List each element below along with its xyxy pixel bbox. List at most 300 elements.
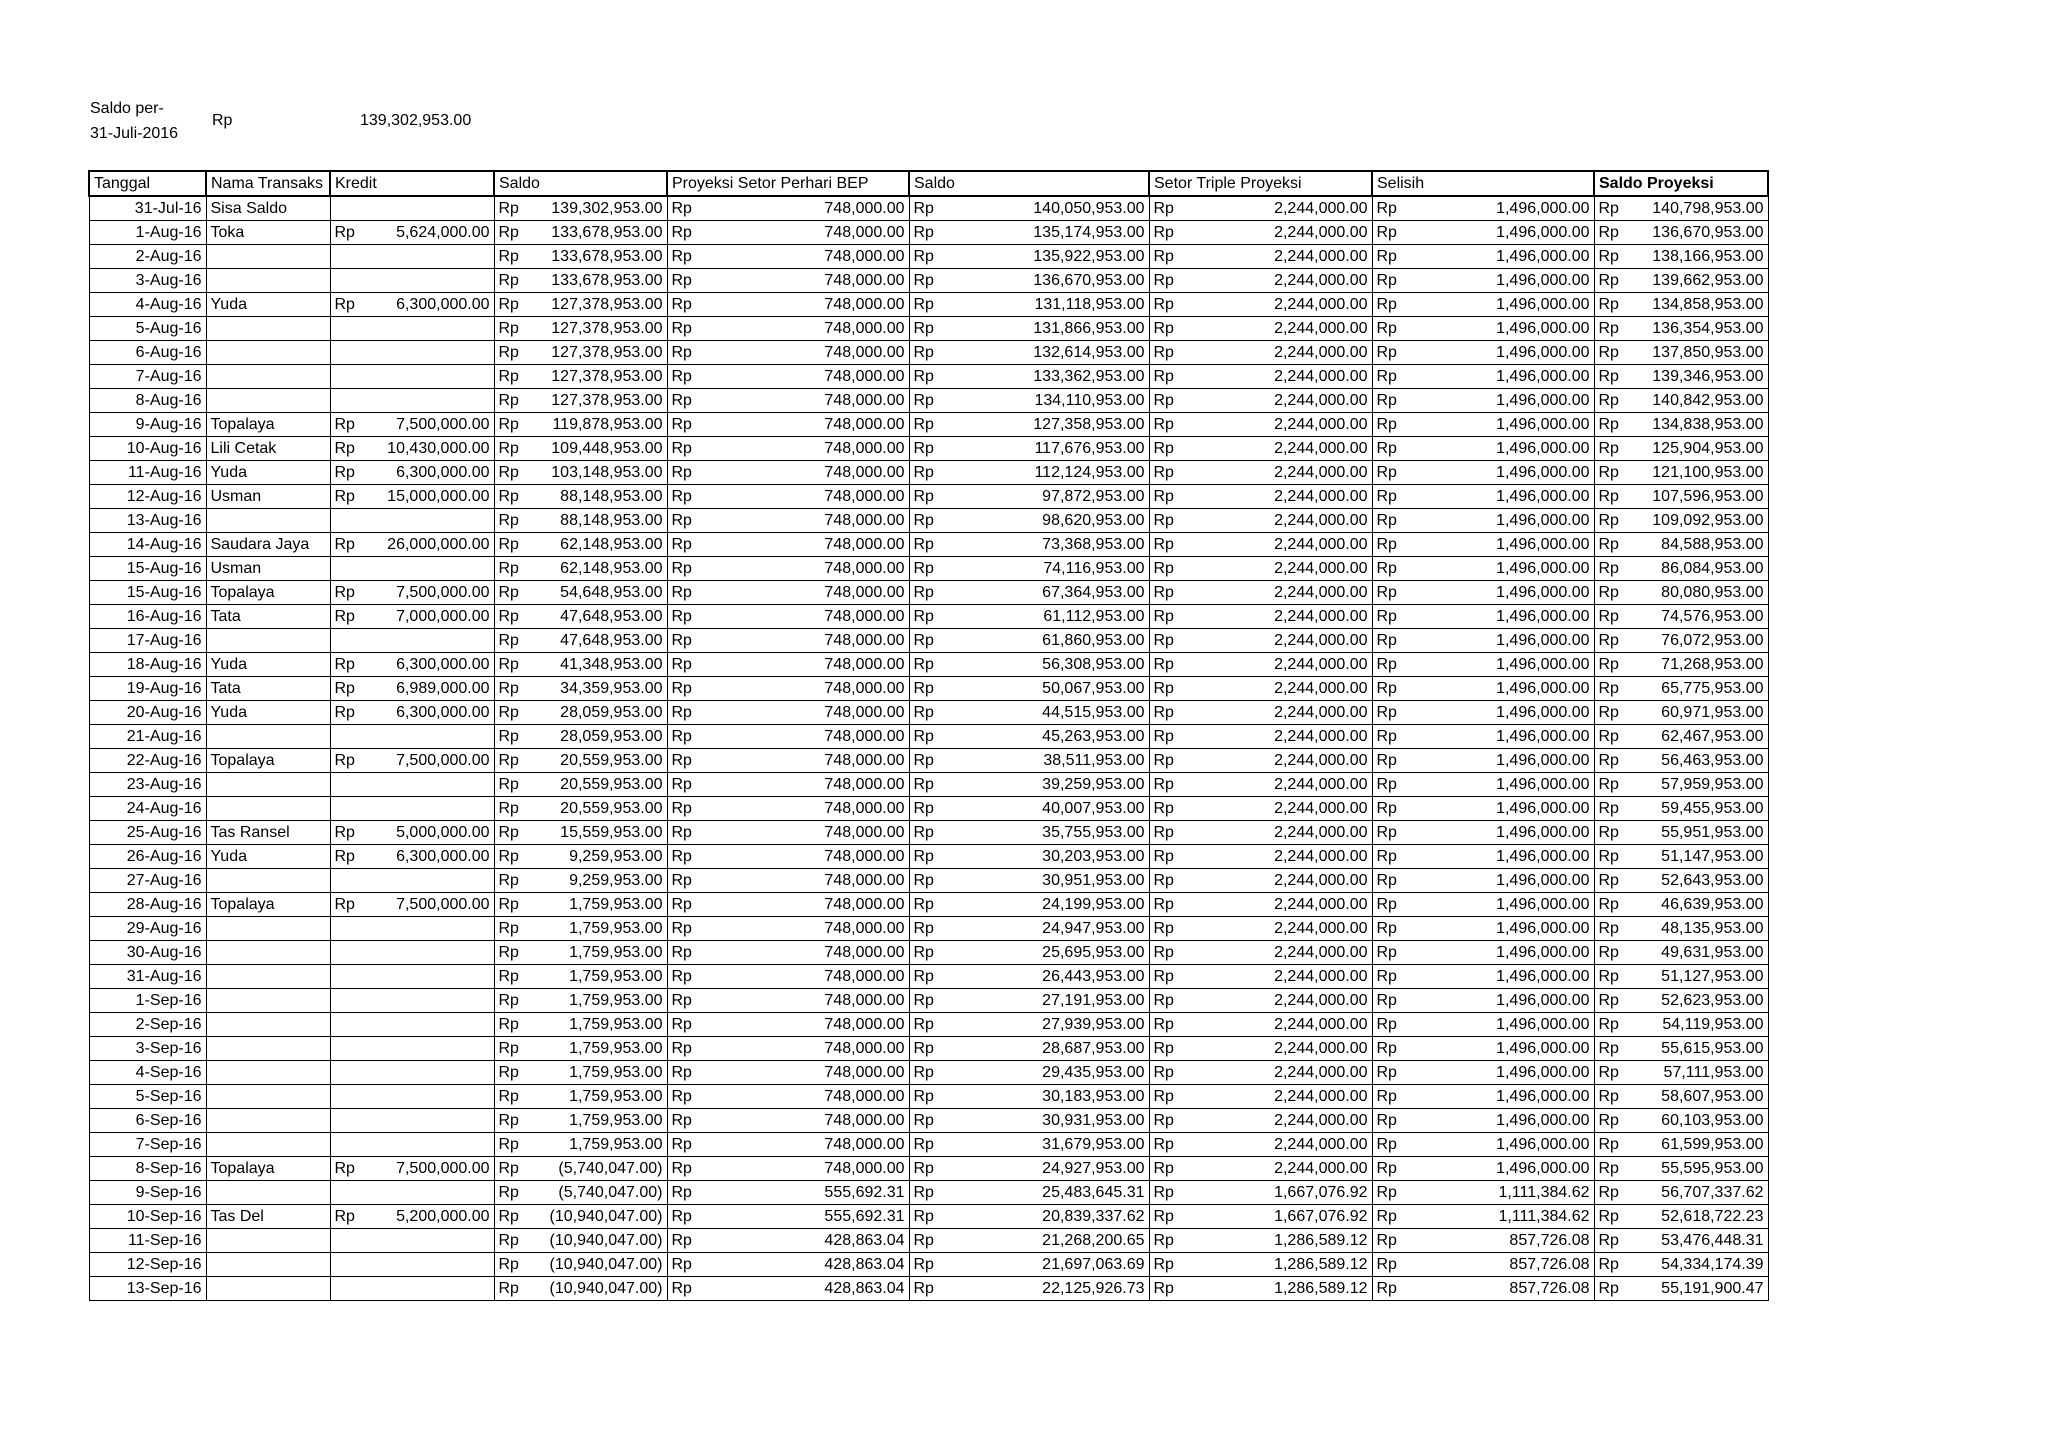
currency-label: Rp xyxy=(498,776,519,793)
currency-label: Rp xyxy=(498,224,519,241)
currency-label: Rp xyxy=(1376,224,1397,241)
cell-kredit xyxy=(330,749,494,773)
cell-selisih-amount: 1,496,000.00 xyxy=(1496,584,1590,601)
currency-label: Rp xyxy=(1598,1160,1619,1177)
cell-saldo-2 xyxy=(909,725,1149,749)
cell-triple xyxy=(1149,533,1372,557)
cell-selisih-amount: 1,496,000.00 xyxy=(1496,728,1590,745)
cell-transaction-name: Yuda xyxy=(206,293,330,317)
cell-triple xyxy=(1149,1253,1372,1277)
cell-selisih-amount: 1,496,000.00 xyxy=(1496,1064,1590,1081)
table-row xyxy=(89,389,1768,413)
cell-saldo-2-amount: 61,112,953.00 xyxy=(1043,608,1145,625)
cell-kredit xyxy=(330,869,494,893)
cell-bep xyxy=(667,365,909,389)
cell-saldo-2-amount: 73,368,953.00 xyxy=(1042,536,1145,553)
cell-saldo xyxy=(494,821,667,845)
cell-saldo-proyeksi xyxy=(1594,965,1768,989)
cell-transaction-name xyxy=(206,629,330,653)
cell-bep xyxy=(667,1181,909,1205)
cell-saldo-proyeksi xyxy=(1594,1085,1768,1109)
currency-label: Rp xyxy=(671,1256,692,1273)
cell-transaction-name xyxy=(206,989,330,1013)
cell-triple-amount: 2,244,000.00 xyxy=(1274,1064,1368,1081)
table-header-row xyxy=(89,171,1768,196)
cell-saldo-amount: 88,148,953.00 xyxy=(560,488,663,505)
cell-bep xyxy=(667,317,909,341)
table-row xyxy=(89,221,1768,245)
cell-kredit xyxy=(330,1109,494,1133)
cell-saldo-2 xyxy=(909,413,1149,437)
cell-saldo-proyeksi xyxy=(1594,749,1768,773)
currency-label: Rp xyxy=(1376,1136,1397,1153)
currency-label: Rp xyxy=(498,656,519,673)
cell-date: 6-Aug-16 xyxy=(89,341,206,365)
cell-saldo-amount: 9,259,953.00 xyxy=(569,848,663,865)
cell-saldo-proyeksi xyxy=(1594,701,1768,725)
currency-label: Rp xyxy=(498,200,519,217)
currency-label: Rp xyxy=(1598,344,1619,361)
cell-selisih-amount: 1,496,000.00 xyxy=(1496,680,1590,697)
table-row xyxy=(89,245,1768,269)
currency-label: Rp xyxy=(671,704,692,721)
currency-label: Rp xyxy=(671,752,692,769)
cell-triple xyxy=(1149,581,1372,605)
cell-saldo-2-amount: 31,679,953.00 xyxy=(1042,1136,1145,1153)
cell-selisih xyxy=(1372,1253,1594,1277)
currency-label: Rp xyxy=(913,824,934,841)
currency-label: Rp xyxy=(1598,1136,1619,1153)
cell-kredit-amount: 7,500,000.00 xyxy=(396,1160,490,1177)
currency-label: Rp xyxy=(913,1016,934,1033)
cell-saldo-proyeksi xyxy=(1594,725,1768,749)
currency-label: Rp xyxy=(913,488,934,505)
currency-label: Rp xyxy=(1376,464,1397,481)
currency-label: Rp xyxy=(498,1160,519,1177)
cell-kredit xyxy=(330,389,494,413)
currency-label: Rp xyxy=(1598,584,1619,601)
cell-saldo-2 xyxy=(909,245,1149,269)
currency-label: Rp xyxy=(334,824,355,841)
cell-saldo-amount: 88,148,953.00 xyxy=(560,512,663,529)
cell-triple xyxy=(1149,413,1372,437)
cell-selisih xyxy=(1372,1085,1594,1109)
currency-label: Rp xyxy=(913,776,934,793)
currency-label: Rp xyxy=(913,200,934,217)
cell-bep-amount: 555,692.31 xyxy=(824,1184,905,1201)
cell-saldo-proyeksi xyxy=(1594,941,1768,965)
col-header-bep: Proyeksi Setor Perhari BEP xyxy=(667,171,909,196)
cell-bep xyxy=(667,677,909,701)
table-row xyxy=(89,1085,1768,1109)
currency-label: Rp xyxy=(913,920,934,937)
cell-date: 7-Sep-16 xyxy=(89,1133,206,1157)
cell-saldo-proyeksi xyxy=(1594,1109,1768,1133)
cell-saldo-2-amount: 21,268,200.65 xyxy=(1042,1232,1145,1249)
currency-label: Rp xyxy=(671,200,692,217)
cell-date: 18-Aug-16 xyxy=(89,653,206,677)
currency-label: Rp xyxy=(671,896,692,913)
cell-triple-amount: 2,244,000.00 xyxy=(1274,200,1368,217)
cell-kredit-amount: 10,430,000.00 xyxy=(387,440,490,457)
cell-saldo-proyeksi-amount: 54,119,953.00 xyxy=(1662,1016,1764,1033)
currency-label: Rp xyxy=(498,1064,519,1081)
currency-label: Rp xyxy=(1153,1184,1174,1201)
currency-label: Rp xyxy=(913,1136,934,1153)
cell-saldo-2-amount: 21,697,063.69 xyxy=(1042,1256,1145,1273)
currency-label: Rp xyxy=(1376,368,1397,385)
currency-label: Rp xyxy=(671,440,692,457)
currency-label: Rp xyxy=(498,728,519,745)
cell-transaction-name: Topalaya xyxy=(206,893,330,917)
cell-saldo-2-amount: 61,860,953.00 xyxy=(1042,632,1145,649)
currency-label: Rp xyxy=(1376,344,1397,361)
currency-label: Rp xyxy=(1598,248,1619,265)
cell-bep xyxy=(667,557,909,581)
cell-saldo-proyeksi-amount: 125,904,953.00 xyxy=(1652,440,1764,457)
cell-saldo xyxy=(494,461,667,485)
currency-label: Rp xyxy=(1153,1064,1174,1081)
cell-bep xyxy=(667,221,909,245)
cell-saldo-amount: 34,359,953.00 xyxy=(560,680,663,697)
currency-label: Rp xyxy=(498,560,519,577)
cell-transaction-name: Tata xyxy=(206,605,330,629)
table-row xyxy=(89,557,1768,581)
cell-triple xyxy=(1149,989,1372,1013)
cell-saldo-proyeksi-amount: 54,334,174.39 xyxy=(1661,1256,1764,1273)
cell-saldo xyxy=(494,965,667,989)
table-row xyxy=(89,1277,1768,1301)
currency-label: Rp xyxy=(1598,464,1619,481)
cell-date: 13-Sep-16 xyxy=(89,1277,206,1301)
cell-selisih-amount: 1,496,000.00 xyxy=(1496,776,1590,793)
currency-label: Rp xyxy=(913,512,934,529)
cell-bep xyxy=(667,653,909,677)
cell-saldo-2 xyxy=(909,1133,1149,1157)
currency-label: Rp xyxy=(498,440,519,457)
currency-label: Rp xyxy=(913,1088,934,1105)
currency-label: Rp xyxy=(1598,632,1619,649)
currency-label: Rp xyxy=(334,752,355,769)
cell-saldo-proyeksi xyxy=(1594,341,1768,365)
cell-selisih-amount: 1,111,384.62 xyxy=(1498,1208,1590,1225)
cell-triple-amount: 1,286,589.12 xyxy=(1274,1280,1368,1297)
cell-kredit-amount: 6,300,000.00 xyxy=(396,296,490,313)
cell-date: 8-Sep-16 xyxy=(89,1157,206,1181)
cell-triple-amount: 2,244,000.00 xyxy=(1274,992,1368,1009)
cell-bep-amount: 748,000.00 xyxy=(824,344,905,361)
cell-kredit xyxy=(330,413,494,437)
cell-saldo-amount: 62,148,953.00 xyxy=(560,560,663,577)
cell-triple-amount: 2,244,000.00 xyxy=(1274,920,1368,937)
cell-saldo-proyeksi-amount: 55,951,953.00 xyxy=(1661,824,1764,841)
cell-date: 2-Sep-16 xyxy=(89,1013,206,1037)
currency-label: Rp xyxy=(498,1112,519,1129)
currency-label: Rp xyxy=(1598,752,1619,769)
cell-kredit xyxy=(330,965,494,989)
cell-triple xyxy=(1149,1013,1372,1037)
cell-saldo xyxy=(494,1037,667,1061)
cell-saldo xyxy=(494,581,667,605)
cell-transaction-name xyxy=(206,773,330,797)
cell-triple-amount: 1,667,076.92 xyxy=(1274,1208,1368,1225)
currency-label: Rp xyxy=(1153,344,1174,361)
cell-date: 9-Aug-16 xyxy=(89,413,206,437)
cell-date: 10-Aug-16 xyxy=(89,437,206,461)
cell-selisih xyxy=(1372,1229,1594,1253)
currency-label: Rp xyxy=(498,1016,519,1033)
currency-label: Rp xyxy=(671,1280,692,1297)
cell-triple-amount: 2,244,000.00 xyxy=(1274,1112,1368,1129)
cell-selisih xyxy=(1372,677,1594,701)
currency-label: Rp xyxy=(1153,584,1174,601)
cell-triple xyxy=(1149,629,1372,653)
cell-saldo-2-amount: 74,116,953.00 xyxy=(1043,560,1145,577)
currency-label: Rp xyxy=(1376,1256,1397,1273)
currency-label: Rp xyxy=(498,632,519,649)
cell-bep-amount: 748,000.00 xyxy=(824,296,905,313)
currency-label: Rp xyxy=(1153,680,1174,697)
cell-triple xyxy=(1149,461,1372,485)
table-row xyxy=(89,989,1768,1013)
table-row xyxy=(89,701,1768,725)
cell-triple xyxy=(1149,677,1372,701)
cell-saldo xyxy=(494,1253,667,1277)
cell-saldo-2-amount: 97,872,953.00 xyxy=(1042,488,1145,505)
cell-saldo-proyeksi-amount: 52,643,953.00 xyxy=(1661,872,1764,889)
currency-label: Rp xyxy=(913,536,934,553)
currency-label: Rp xyxy=(1598,728,1619,745)
cell-bep xyxy=(667,413,909,437)
cell-date: 11-Aug-16 xyxy=(89,461,206,485)
cell-saldo-2 xyxy=(909,221,1149,245)
currency-label: Rp xyxy=(913,1160,934,1177)
cell-kredit xyxy=(330,629,494,653)
currency-label: Rp xyxy=(1153,464,1174,481)
currency-label: Rp xyxy=(1376,1160,1397,1177)
cell-bep-amount: 748,000.00 xyxy=(824,536,905,553)
cell-saldo-proyeksi-amount: 51,147,953.00 xyxy=(1661,848,1764,865)
currency-label: Rp xyxy=(1376,488,1397,505)
table-row xyxy=(89,965,1768,989)
cell-selisih-amount: 1,496,000.00 xyxy=(1496,320,1590,337)
table-row xyxy=(89,749,1768,773)
cell-kredit-amount: 15,000,000.00 xyxy=(387,488,490,505)
currency-label: Rp xyxy=(498,1232,519,1249)
cell-bep xyxy=(667,293,909,317)
currency-label: Rp xyxy=(913,680,934,697)
currency-label: Rp xyxy=(1153,248,1174,265)
currency-label: Rp xyxy=(1376,800,1397,817)
currency-label: Rp xyxy=(913,800,934,817)
cell-selisih-amount: 1,496,000.00 xyxy=(1496,824,1590,841)
cell-bep xyxy=(667,341,909,365)
cell-saldo-proyeksi xyxy=(1594,509,1768,533)
cell-triple-amount: 2,244,000.00 xyxy=(1274,248,1368,265)
cell-saldo-amount: 119,878,953.00 xyxy=(552,416,663,433)
cell-date: 14-Aug-16 xyxy=(89,533,206,557)
cell-bep xyxy=(667,629,909,653)
cell-transaction-name: Yuda xyxy=(206,845,330,869)
cell-transaction-name xyxy=(206,365,330,389)
cell-kredit xyxy=(330,1229,494,1253)
cell-date: 21-Aug-16 xyxy=(89,725,206,749)
table-row xyxy=(89,413,1768,437)
currency-label: Rp xyxy=(913,464,934,481)
cell-kredit-amount: 7,500,000.00 xyxy=(396,584,490,601)
cell-bep-amount: 748,000.00 xyxy=(824,1064,905,1081)
cell-triple-amount: 2,244,000.00 xyxy=(1274,440,1368,457)
cell-bep xyxy=(667,917,909,941)
cell-kredit-amount: 6,300,000.00 xyxy=(396,464,490,481)
cell-saldo-amount: 54,648,953.00 xyxy=(560,584,663,601)
currency-label: Rp xyxy=(1376,200,1397,217)
cell-kredit xyxy=(330,605,494,629)
table-row xyxy=(89,1109,1768,1133)
currency-label: Rp xyxy=(1598,848,1619,865)
currency-label: Rp xyxy=(1376,1088,1397,1105)
cell-saldo-2-amount: 135,174,953.00 xyxy=(1033,224,1145,241)
cell-triple-amount: 2,244,000.00 xyxy=(1274,560,1368,577)
cell-kredit xyxy=(330,317,494,341)
cell-selisih-amount: 1,496,000.00 xyxy=(1496,1088,1590,1105)
currency-label: Rp xyxy=(334,848,355,865)
cell-saldo-2 xyxy=(909,1085,1149,1109)
cell-saldo-proyeksi-amount: 140,842,953.00 xyxy=(1652,392,1764,409)
cell-saldo-2 xyxy=(909,293,1149,317)
cell-saldo-2 xyxy=(909,341,1149,365)
cell-selisih-amount: 1,496,000.00 xyxy=(1496,992,1590,1009)
cell-saldo-2-amount: 44,515,953.00 xyxy=(1042,704,1145,721)
cell-saldo-2 xyxy=(909,1205,1149,1229)
cell-saldo-2 xyxy=(909,893,1149,917)
cell-saldo-2-amount: 98,620,953.00 xyxy=(1042,512,1145,529)
cell-saldo-2 xyxy=(909,1061,1149,1085)
currency-label: Rp xyxy=(498,920,519,937)
table-row xyxy=(89,845,1768,869)
cell-triple xyxy=(1149,749,1372,773)
cell-saldo xyxy=(494,605,667,629)
cell-triple-amount: 2,244,000.00 xyxy=(1274,536,1368,553)
currency-label: Rp xyxy=(1598,608,1619,625)
currency-label: Rp xyxy=(913,656,934,673)
currency-label: Rp xyxy=(1153,296,1174,313)
cell-saldo-proyeksi xyxy=(1594,1181,1768,1205)
currency-label: Rp xyxy=(913,584,934,601)
table-row xyxy=(89,1157,1768,1181)
cell-saldo-2-amount: 67,364,953.00 xyxy=(1042,584,1145,601)
currency-label: Rp xyxy=(1153,872,1174,889)
table-row xyxy=(89,725,1768,749)
cell-bep-amount: 748,000.00 xyxy=(824,392,905,409)
cell-saldo-proyeksi xyxy=(1594,365,1768,389)
cell-saldo-2 xyxy=(909,389,1149,413)
currency-label: Rp xyxy=(1598,824,1619,841)
col-header-triple: Setor Triple Proyeksi xyxy=(1149,171,1372,196)
currency-label: Rp xyxy=(913,368,934,385)
currency-label: Rp xyxy=(671,392,692,409)
cell-saldo xyxy=(494,269,667,293)
currency-label: Rp xyxy=(1376,992,1397,1009)
cell-bep-amount: 748,000.00 xyxy=(824,632,905,649)
cell-date: 7-Aug-16 xyxy=(89,365,206,389)
cell-saldo-amount: 20,559,953.00 xyxy=(560,752,663,769)
currency-label: Rp xyxy=(334,416,355,433)
cell-triple xyxy=(1149,365,1372,389)
cell-saldo-proyeksi xyxy=(1594,629,1768,653)
cell-saldo-2 xyxy=(909,1037,1149,1061)
currency-label: Rp xyxy=(1598,680,1619,697)
cell-selisih xyxy=(1372,196,1594,221)
cell-saldo-amount: 9,259,953.00 xyxy=(569,872,663,889)
cell-saldo xyxy=(494,869,667,893)
cell-saldo-proyeksi xyxy=(1594,221,1768,245)
cell-transaction-name xyxy=(206,1037,330,1061)
cell-saldo-amount: (5,740,047.00) xyxy=(558,1160,663,1177)
currency-label: Rp xyxy=(334,704,355,721)
currency-label: Rp xyxy=(1598,1256,1619,1273)
currency-label: Rp xyxy=(1153,800,1174,817)
cell-triple xyxy=(1149,1277,1372,1301)
cell-selisih xyxy=(1372,989,1594,1013)
cell-saldo-2 xyxy=(909,1229,1149,1253)
cell-transaction-name: Usman xyxy=(206,557,330,581)
cell-saldo-2 xyxy=(909,196,1149,221)
currency-label: Rp xyxy=(1376,920,1397,937)
table-row xyxy=(89,869,1768,893)
cell-date: 4-Sep-16 xyxy=(89,1061,206,1085)
currency-label: Rp xyxy=(1153,776,1174,793)
currency-label: Rp xyxy=(498,848,519,865)
currency-label: Rp xyxy=(671,296,692,313)
cell-saldo-2 xyxy=(909,701,1149,725)
cell-bep-amount: 748,000.00 xyxy=(824,488,905,505)
cell-selisih-amount: 1,496,000.00 xyxy=(1496,512,1590,529)
cell-saldo xyxy=(494,845,667,869)
currency-label: Rp xyxy=(1376,296,1397,313)
currency-label: Rp xyxy=(1153,224,1174,241)
cell-saldo xyxy=(494,509,667,533)
currency-label: Rp xyxy=(1153,1016,1174,1033)
cell-saldo-proyeksi-amount: 57,111,953.00 xyxy=(1663,1064,1764,1081)
cell-saldo-2 xyxy=(909,821,1149,845)
cell-saldo xyxy=(494,989,667,1013)
table-row xyxy=(89,196,1768,221)
cell-triple-amount: 1,667,076.92 xyxy=(1274,1184,1368,1201)
currency-label: Rp xyxy=(1153,1088,1174,1105)
cell-kredit-amount: 7,500,000.00 xyxy=(396,416,490,433)
cell-date: 31-Aug-16 xyxy=(89,965,206,989)
currency-label: Rp xyxy=(498,1136,519,1153)
cell-saldo-amount: 47,648,953.00 xyxy=(560,632,663,649)
cell-date: 5-Sep-16 xyxy=(89,1085,206,1109)
cell-triple-amount: 2,244,000.00 xyxy=(1274,776,1368,793)
currency-label: Rp xyxy=(1153,200,1174,217)
cell-selisih-amount: 1,496,000.00 xyxy=(1496,704,1590,721)
currency-label: Rp xyxy=(671,464,692,481)
currency-label: Rp xyxy=(1598,224,1619,241)
cell-saldo-proyeksi xyxy=(1594,485,1768,509)
table-row xyxy=(89,365,1768,389)
col-header-tanggal: Tanggal xyxy=(89,171,206,196)
cell-triple xyxy=(1149,557,1372,581)
cell-selisih xyxy=(1372,365,1594,389)
cell-saldo-amount: 127,378,953.00 xyxy=(551,320,663,337)
currency-label: Rp xyxy=(1153,1280,1174,1297)
table-row xyxy=(89,581,1768,605)
cell-saldo-amount: 20,559,953.00 xyxy=(560,776,663,793)
table-row xyxy=(89,1013,1768,1037)
